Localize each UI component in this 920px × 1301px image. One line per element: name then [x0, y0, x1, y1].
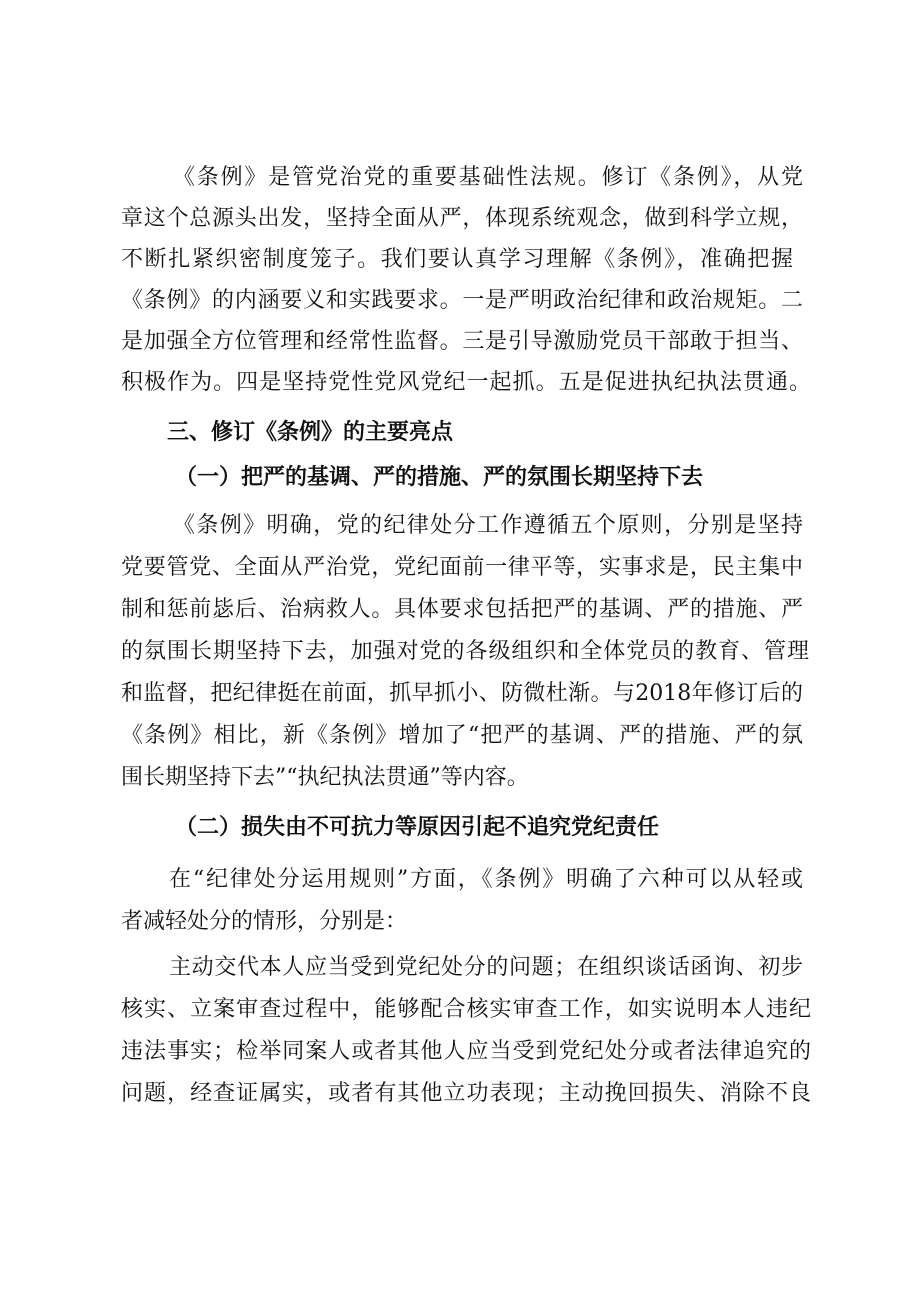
- paragraph-1-line-6: 积极作为。四是坚持党性党风党纪一起抓。五是促进执纪执法贯通。: [121, 370, 811, 395]
- subheading-1: （一）把严的基调、严的措施、严的氛围长期坚持下去: [175, 465, 704, 490]
- paragraph-2-line-1: 《条例》明确，党的纪律处分工作遵循五个原则，分别是坚持: [173, 513, 803, 538]
- paragraph-2-line-4: 的氛围长期坚持下去，加强对党的各级组织和全体党员的教育、管理: [121, 639, 809, 664]
- paragraph-4-line-4: 问题，经查证属实，或者有其他立功表现；主动挽回损失、消除不良: [121, 1081, 811, 1106]
- paragraph-2-line-3: 制和惩前毖后、治病救人。具体要求包括把严的基调、严的措施、严: [121, 597, 803, 622]
- paragraph-1-line-3: 不断扎紧织密制度笼子。我们要认真学习理解《条例》，准确把握: [121, 247, 793, 272]
- paragraph-2-line-6: 《条例》相比，新《条例》增加了“把严的基调、严的措施、严的氛: [121, 723, 803, 748]
- paragraph-2-line-7: 围长期坚持下去”“执纪执法贯通”等内容。: [121, 765, 529, 790]
- paragraph-4-line-1: 主动交代本人应当受到党纪处分的问题；在组织谈话函询、初步: [169, 955, 803, 980]
- paragraph-3-line-1: 在“纪律处分运用规则”方面，《条例》明确了六种可以从轻或: [169, 867, 803, 892]
- paragraph-4-line-2: 核实、立案审查过程中，能够配合核实审查工作，如实说明本人违纪: [121, 997, 811, 1022]
- paragraph-1-line-4: 《条例》的内涵要义和实践要求。一是严明政治纪律和政治规矩。二: [121, 288, 803, 313]
- paragraph-2-line-5: 和监督，把纪律挺在前面，抓早抓小、防微杜渐。与2018年修订后的: [121, 681, 803, 706]
- paragraph-2-line-2: 党要管党、全面从严治党，党纪面前一律平等，实事求是，民主集中: [121, 555, 803, 580]
- paragraph-4-line-3: 违法事实；检举同案人或者其他人应当受到党纪处分或者法律追究的: [121, 1039, 811, 1064]
- paragraph-3-line-2: 者减轻处分的情形，分别是：: [121, 909, 408, 934]
- paragraph-1-line-2: 章这个总源头出发，坚持全面从严，体现系统观念，做到科学立规，: [121, 206, 803, 231]
- paragraph-1-line-5: 是加强全方位管理和经常性监督。三是引导激励党员干部敢于担当、: [121, 329, 803, 354]
- subheading-2: （二）损失由不可抗力等原因引起不追究党纪责任: [175, 815, 660, 840]
- section-heading: 三、修订《条例》的主要亮点: [167, 420, 454, 445]
- paragraph-1-line-1: 《条例》是管党治党的重要基础性法规。修订《条例》，从党: [173, 165, 803, 190]
